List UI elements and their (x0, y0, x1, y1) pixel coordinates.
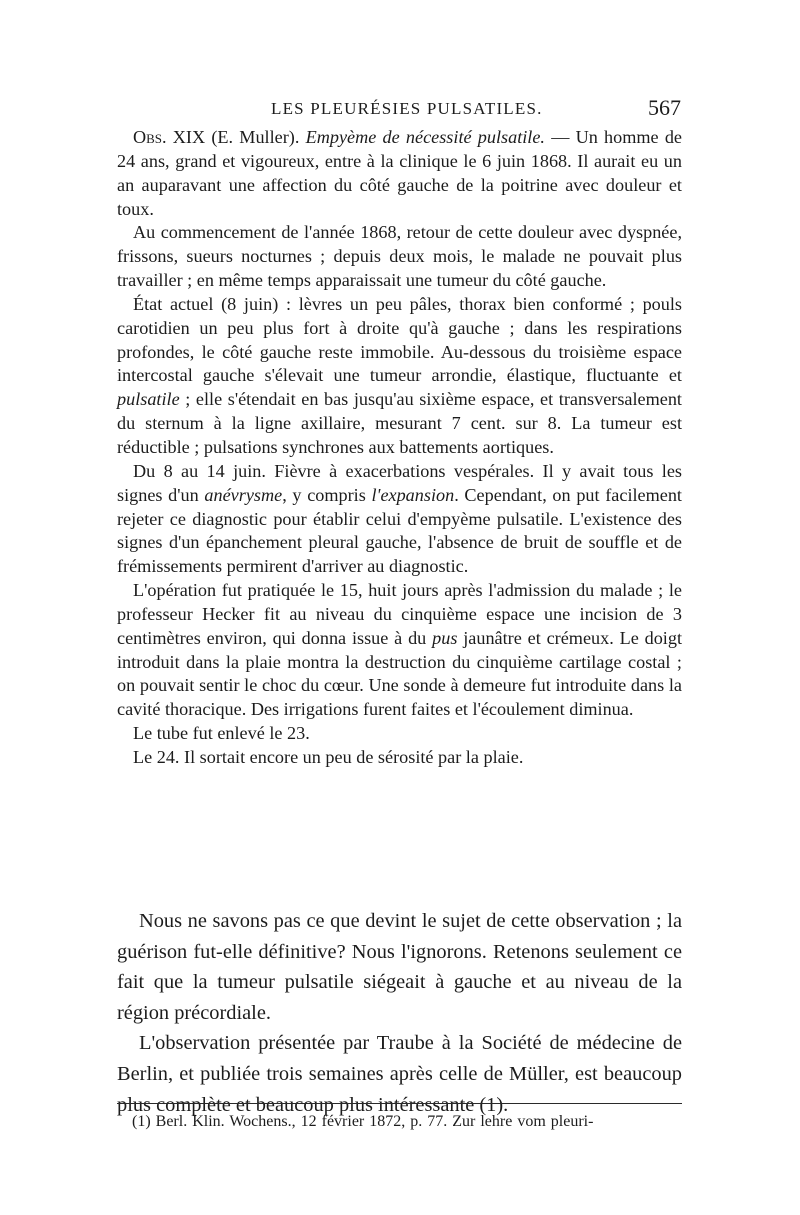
paragraph-4-text-a: Du 8 au 14 juin. Fièvre à exacerbations vespérales. Il y avait tous les signes d'un (117, 460, 682, 505)
observation-paragraph-3 (117, 293, 682, 460)
paragraph-4-emphasis-1: anévrysme (204, 484, 283, 505)
observation-paragraph-7: Le 24. Il sortait encore un peu de sérosité par la plaie. (133, 746, 524, 767)
paragraph-5-emphasis: pus (432, 627, 458, 648)
page-number: 567 (648, 95, 681, 120)
observation-block (117, 126, 682, 770)
running-title: LES PLEURÉSIES PULSATILES. (271, 99, 543, 118)
observation-intro: — Un homme de 24 ans, grand et vigoureux, entre à la clinique le 6 juin 1868. Il aurait eu un an auparavant une affection du côté gauche de la poitrine avec douleur et toux. (117, 127, 682, 219)
observation-paragraph-2: Au commencement de l'année 1868, retour de cette douleur avec dyspnée, frissons, sueurs nocturnes ; depuis deux mois, le malade ne pouvait plus travailler ; en même temps apparaissait une tumeur du côté gauche. (117, 222, 682, 291)
body-paragraph-2: L'observation présentée par Traube à la Société de médecine de Berlin, et publiée trois semaines après celle de Müller, est beaucoup plus complète et beaucoup plus intéressante (1). (117, 1032, 682, 1116)
observation-source: (E. Muller). (211, 127, 300, 147)
observation-title: Empyème de nécessité pulsatile. (305, 127, 545, 147)
observation-paragraph-5 (117, 579, 682, 722)
body-paragraph-1: Nous ne savons pas ce que devint le sujet de cette observation ; la guérison fut-elle définitive? Nous l'ignorons. Retenons seulement ce fait que la tumeur pulsatile siégeait à gauche et au niveau de la région précordiale. (117, 910, 682, 1024)
observation-paragraph-4 (117, 460, 682, 579)
paragraph-3-emphasis: pulsatile (117, 389, 180, 410)
observation-label: Obs. XIX (133, 127, 206, 147)
footnote-divider (117, 1103, 682, 1104)
paragraph-5-text-b: jaunâtre et crémeux. Le doigt introduit dans la plaie montra la destruction du cinquième cartilage costal ; on pouvait sentir le choc du cœur. Une sonde à demeure fut introduite dans la cavité thoracique. Des irrigations furent faites et l'écoulement diminua. (117, 627, 682, 720)
paragraph-3-text-b: ; elle s'étendait en bas jusqu'au sixième espace, et transversalement du sternum à la ligne axillaire, mesurant 7 cent. sur 8. La tumeur est réductible ; pulsations synchrones aux battements aortiques. (117, 389, 682, 457)
paragraph-5-text-a: L'opération fut pratiquée le 15, huit jours après l'admission du malade ; le professeur Hecker fit au niveau du cinquième espace une incision de 3 centimètres environ, qui donna issue à du (117, 580, 682, 648)
body-text (117, 906, 682, 1120)
paragraph-4-emphasis-2: l'expansion (371, 484, 455, 505)
paragraph-3-text-a: État actuel (8 juin) : lèvres un peu pâles, thorax bien conformé ; pouls carotidien un peu plus fort à droite qu'à gauche ; dans les respirations profondes, le côté gauche reste immobile. Au-dessous du troisième espace intercostal gauche s'élevait une tumeur arrondie, élastique, fluctuante et (117, 293, 682, 386)
footnote: (1) Berl. Klin. Wochens., 12 février 1872, p. 77. Zur lehre vom pleuri- (132, 1113, 594, 1130)
paragraph-4-text-c: . Cependant, on put facilement rejeter ce diagnostic pour établir celui d'empyème pulsatile. L'existence des signes d'un épanchement pleural gauche, l'absence de bruit de souffle et de frémissements permirent d'arriver au diagnostic. (117, 484, 682, 577)
paragraph-4-text-b: , y compris (282, 484, 372, 505)
observation-paragraph-6: Le tube fut enlevé le 23. (133, 723, 310, 744)
page-header (0, 95, 800, 129)
observation-paragraph-1 (117, 126, 682, 221)
